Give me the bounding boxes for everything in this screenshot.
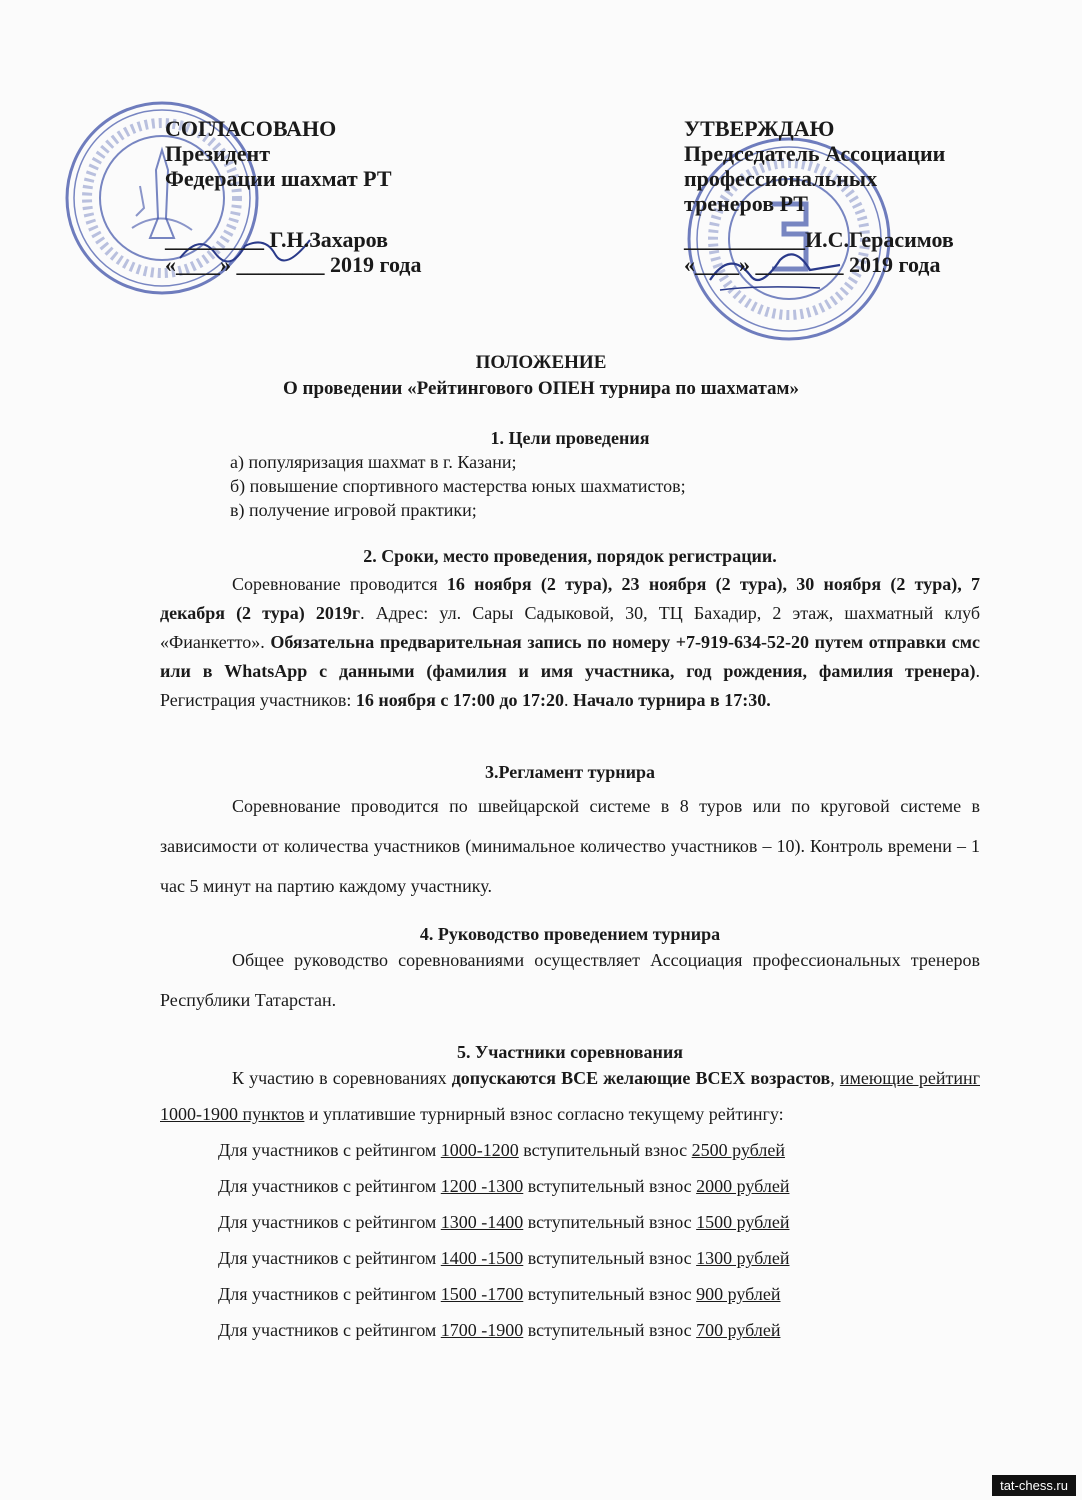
agreed-title: СОГЛАСОВАНО <box>165 116 337 141</box>
fee-amount: 2000 рублей <box>696 1176 790 1196</box>
section-1-title: 1. Цели проведения <box>490 428 650 448</box>
section-dates <box>160 544 980 715</box>
agreed-organization: Федерации шахмат РТ <box>165 166 392 191</box>
text-run: К участию в соревнованиях <box>232 1068 452 1088</box>
approve-block <box>684 116 1004 277</box>
section-5-title: 5. Участники соревнования <box>456 1042 683 1062</box>
fee-row <box>218 1132 980 1168</box>
fee-amount: 1500 рублей <box>696 1212 790 1232</box>
section-participants <box>160 1040 980 1348</box>
section-rules <box>160 760 980 906</box>
rating-requirement: имеющие рейтинг 1000-1900 пунктов <box>160 1068 980 1124</box>
fee-label: вступительный взнос <box>518 1140 692 1160</box>
fee-list <box>160 1132 980 1348</box>
approve-name-line: ___________И.С.Герасимов <box>684 227 954 252</box>
fee-label: Для участников с рейтингом <box>218 1212 441 1232</box>
agreed-block <box>165 116 465 277</box>
section-goals <box>160 426 980 522</box>
fee-range: 1200 -1300 <box>440 1176 524 1196</box>
agreed-position: Президент <box>165 141 271 166</box>
section-3-text: Соревнование проводится по швейцарской системе в 8 туров или по круговой системе в зависимости от количества участников (минимальное количество участников – 10). Контроль времени – 1 час 5 минут на партию каждому участнику. <box>160 796 980 896</box>
text-run: и уплатившие турнирный взнос согласно текущему рейтингу: <box>304 1104 784 1124</box>
section-5-text <box>160 1060 980 1132</box>
fee-row <box>218 1276 980 1312</box>
fee-amount: 700 рублей <box>696 1320 781 1340</box>
fee-row <box>218 1204 980 1240</box>
fee-label: Для участников с рейтингом <box>218 1248 441 1268</box>
fee-amount: 900 рублей <box>696 1284 781 1304</box>
text-run: Соревнование проводится <box>232 574 447 594</box>
fee-label: вступительный взнос <box>523 1320 697 1340</box>
fee-range: 1300 -1400 <box>440 1212 524 1232</box>
site-watermark[interactable]: tat-chess.ru <box>992 1475 1076 1496</box>
fee-amount: 2500 рублей <box>691 1140 785 1160</box>
fee-label: Для участников с рейтингом <box>218 1140 441 1160</box>
registration-notice: Обязательна предварительная запись по номеру +7-919-634-52-20 путем отправки смс или в WhatsApp с данными (фамилия и имя участника, год рождения, фамилия тренера) <box>160 632 980 681</box>
fee-range: 1000-1200 <box>440 1140 519 1160</box>
text-run: . <box>564 690 573 710</box>
dates-bold: 16 ноября (2 тура), 23 ноября (2 тура), 30 ноября (2 тура), 7 декабря (2 тура) 2019г <box>160 574 980 623</box>
agreed-name-line: _________ Г.Н.Захаров <box>165 227 389 252</box>
approve-position: Председатель Ассоциации <box>684 141 946 166</box>
fee-label: Для участников с рейтингом <box>218 1320 441 1340</box>
fee-amount: 1300 рублей <box>696 1248 790 1268</box>
approve-organization: профессиональных <box>684 166 878 191</box>
approve-organization-2: тренеров РТ <box>684 191 808 216</box>
fee-label: вступительный взнос <box>523 1212 697 1232</box>
goal-item: а) популяризация шахмат в г. Казани; <box>230 452 517 472</box>
fee-label: вступительный взнос <box>523 1284 697 1304</box>
text-run: . Регистрация участников: <box>160 661 980 710</box>
text-run: . Адрес: ул. Сары Садыковой, 30, ТЦ Бахадир, 2 этаж, шахматный клуб «Фианкетто». <box>160 603 980 652</box>
fee-label: вступительный взнос <box>523 1176 697 1196</box>
fee-row <box>218 1312 980 1348</box>
text-run: , <box>830 1068 840 1088</box>
start-time: Начало турнира в 17:30. <box>573 690 771 710</box>
fee-label: Для участников с рейтингом <box>218 1176 441 1196</box>
section-management <box>160 922 980 1020</box>
approve-date-line: «____» ________ 2019 года <box>684 252 941 277</box>
fee-label: Для участников с рейтингом <box>218 1284 441 1304</box>
fee-range: 1700 -1900 <box>440 1320 524 1340</box>
fee-range: 1500 -1700 <box>440 1284 524 1304</box>
doc-subtitle: О проведении «Рейтингового ОПЕН турнира по шахматам» <box>282 378 799 399</box>
section-3-title: 3.Регламент турнира <box>485 762 655 782</box>
agreed-date-line: «____» ________ 2019 года <box>165 252 422 277</box>
registration-time: 16 ноября с 17:00 до 17:20 <box>355 690 564 710</box>
goal-item: в) получение игровой практики; <box>230 500 477 520</box>
section-2-paragraph <box>160 570 980 715</box>
approve-title: УТВЕРЖДАЮ <box>684 116 835 141</box>
fee-row <box>218 1240 980 1276</box>
fee-label: вступительный взнос <box>523 1248 697 1268</box>
section-4-title: 4. Руководство проведением турнира <box>419 924 721 944</box>
fee-range: 1400 -1500 <box>440 1248 524 1268</box>
goal-item: б) повышение спортивного мастерства юных шахматистов; <box>230 476 686 496</box>
everyone-admitted: допускаются ВСЕ желающие ВСЕХ возрастов <box>451 1068 831 1088</box>
doc-title: ПОЛОЖЕНИЕ <box>475 352 607 373</box>
section-4-text: Общее руководство соревнованиями осуществляет Ассоциация профессиональных тренеров Республики Татарстан. <box>160 950 980 1010</box>
section-2-title: 2. Сроки, место проведения, порядок регистрации. <box>363 546 777 566</box>
document-title <box>0 350 1082 402</box>
fee-row <box>218 1168 980 1204</box>
